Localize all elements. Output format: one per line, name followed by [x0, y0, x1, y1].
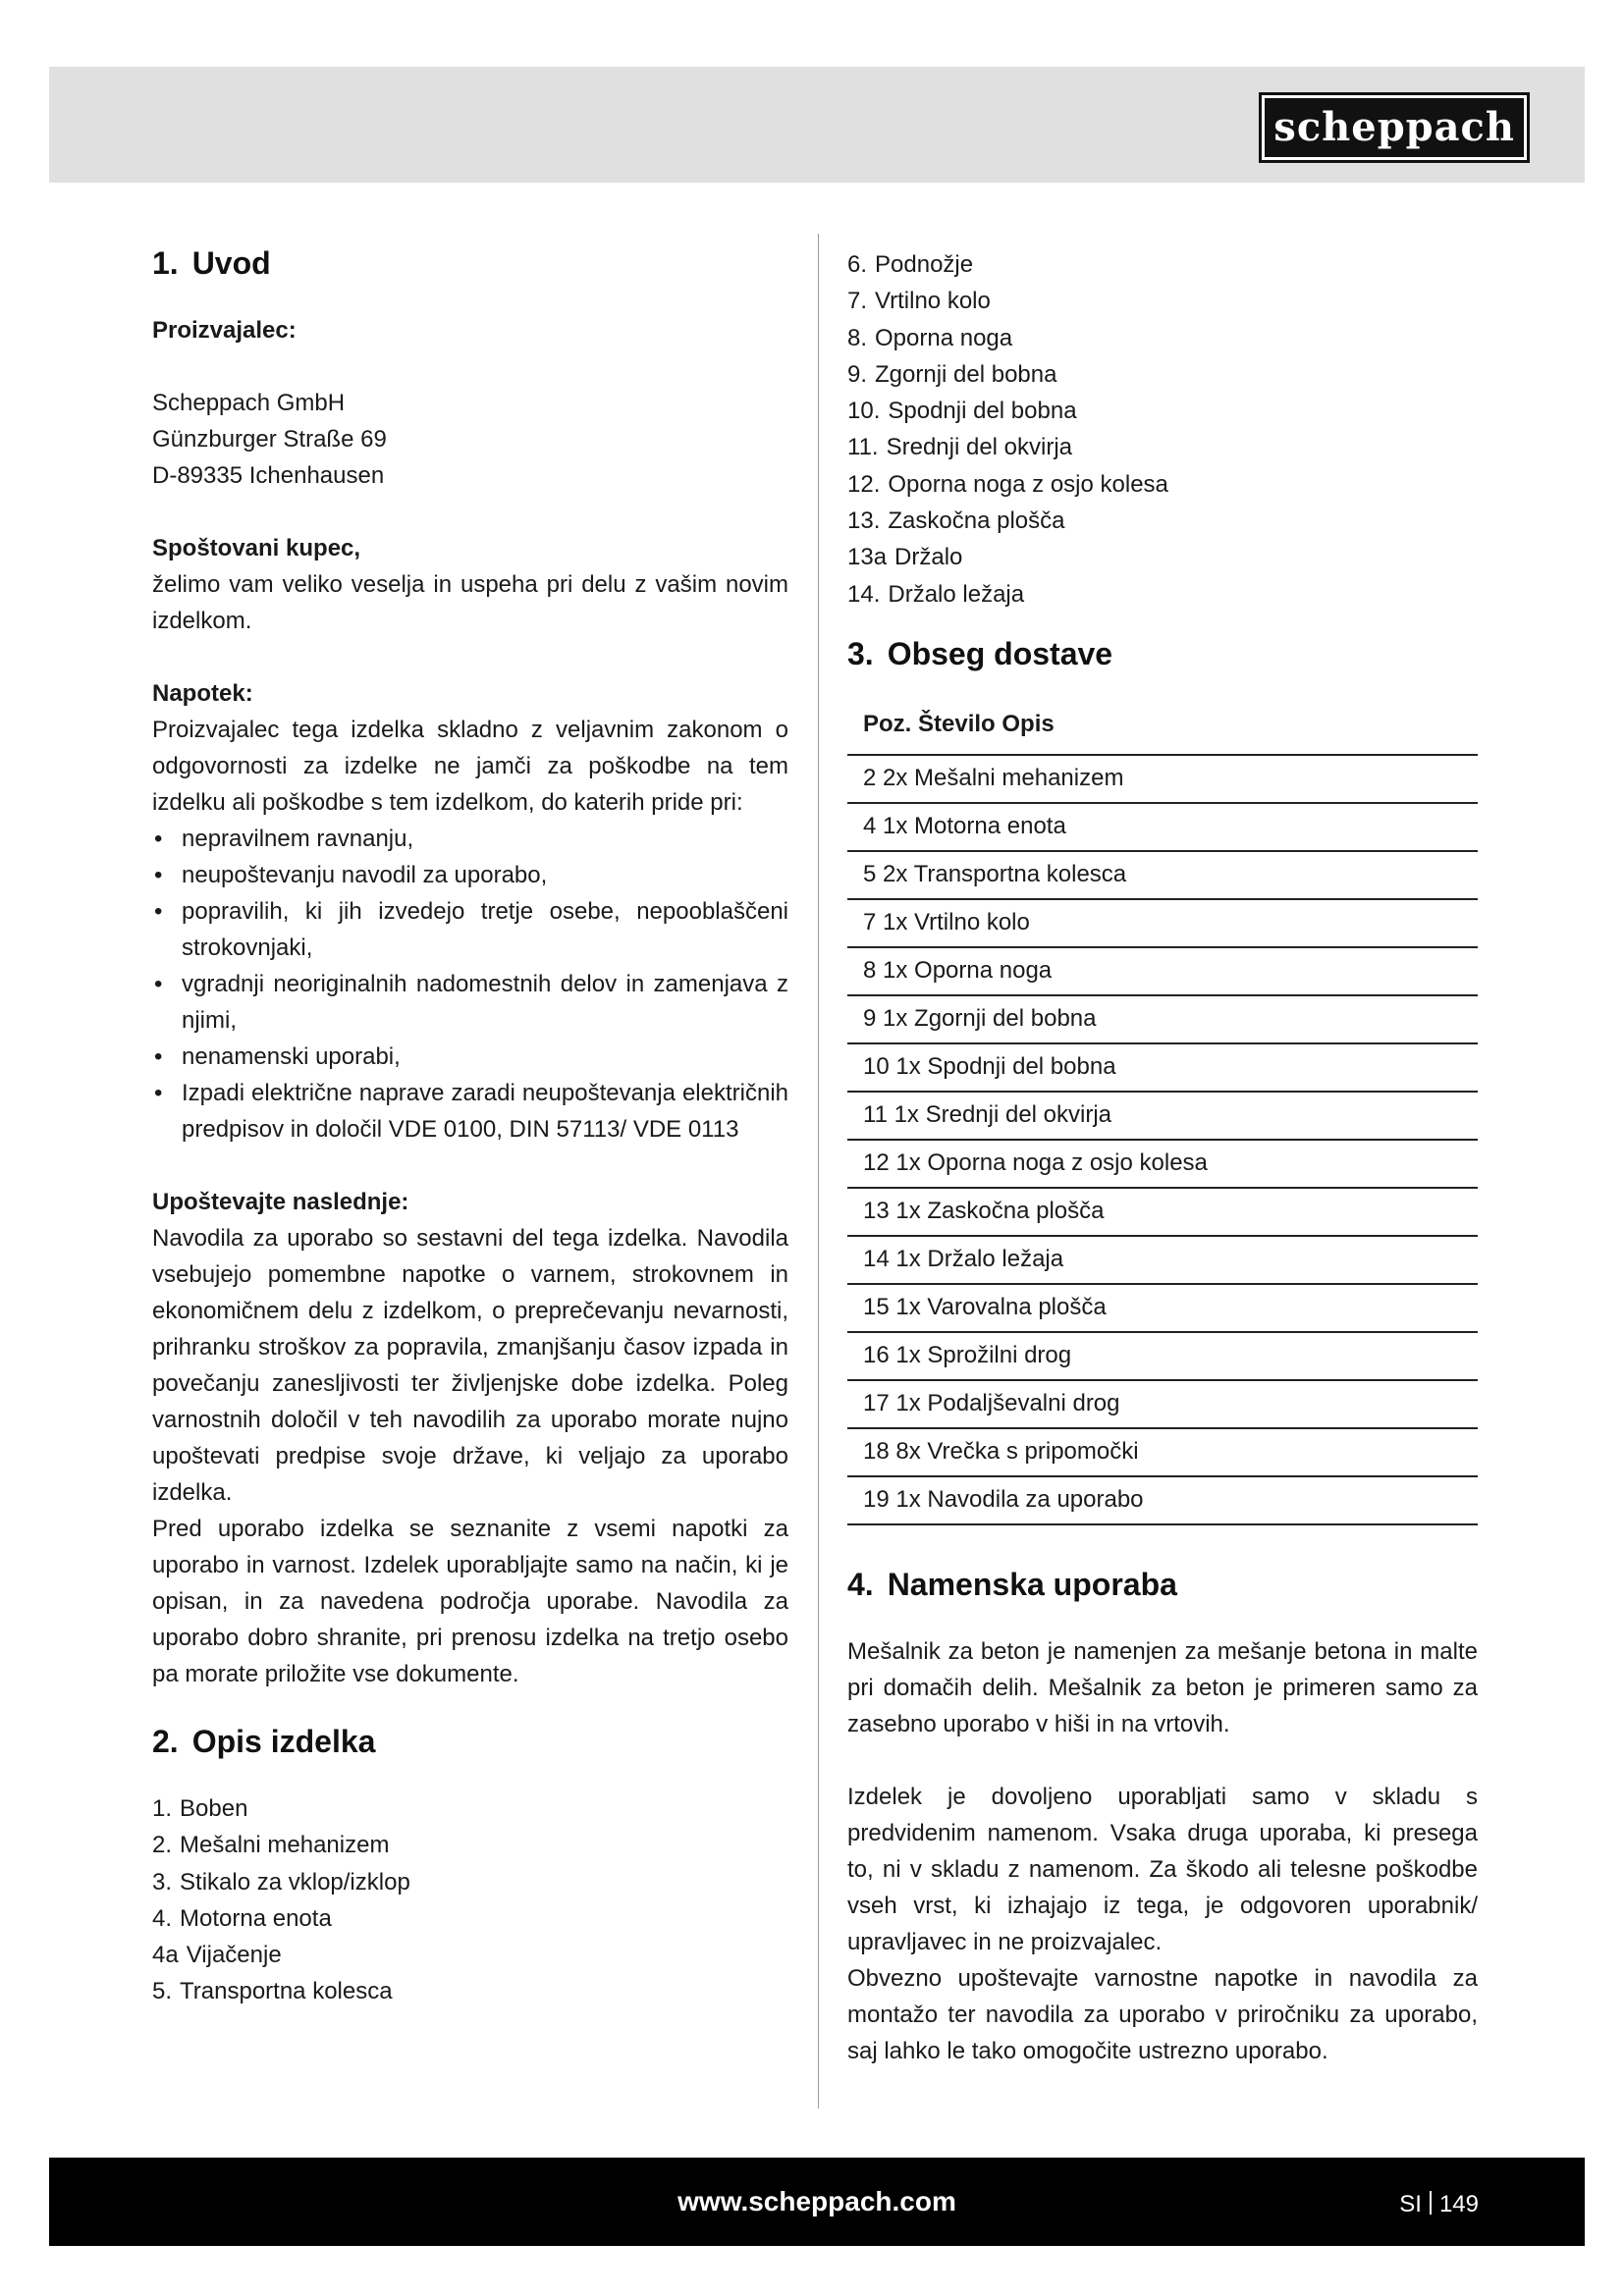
- table-cell: 14 1x Držalo ležaja: [847, 1236, 1478, 1284]
- section-2-heading: [152, 1722, 788, 1761]
- intended-use-paragraph-3: Obvezno upoštevajte varnostne napotke in navodila za montažo ter navodila za uporabo v priročniku za uporabo, saj lahko le tako omogočite ustrezno uporabo.: [847, 1964, 1478, 2064]
- list-item: • popravilih, ki jih izvedejo tretje osebe, nepooblaščeni strokovnjaki,: [152, 893, 788, 966]
- list-item: • neupoštevanju navodil za uporabo,: [152, 857, 788, 893]
- table-cell: 8 1x Oporna noga: [847, 947, 1478, 995]
- item-number: 2.: [152, 1832, 173, 1859]
- list-item: [847, 466, 1478, 503]
- item-number: 9.: [847, 360, 868, 388]
- right-column: [847, 234, 1478, 2069]
- header-band: [49, 67, 1585, 183]
- table-cell: 2 2x Mešalni mehanizem: [847, 755, 1478, 803]
- list-item: [152, 1937, 788, 1973]
- list-item: [847, 356, 1478, 393]
- section-number: 4.: [847, 1566, 874, 1602]
- item-text: Mešalni mehanizem: [180, 1832, 390, 1859]
- list-item: [152, 1827, 788, 1863]
- table-row: [847, 1092, 1478, 1140]
- item-text: Zaskočna plošča: [888, 507, 1065, 535]
- list-item: [152, 1973, 788, 2009]
- table-header-row: [847, 695, 1478, 755]
- manufacturer-label: Proizvajalec:: [152, 317, 297, 344]
- table-row: [847, 1188, 1478, 1236]
- table-row: [847, 1043, 1478, 1092]
- section-title: Namenska uporaba: [887, 1566, 1177, 1602]
- observe-paragraph-1: Navodila za uporabo so sestavni del tega izdelka. Navodila vsebujejo pomembne napotke o varnem, strokovnem in ekonomičnem delu z izdelkom, o preprečevanju nevarnosti, prihranku stroškov za popravila, zmanjšanju časov izpada in povečanju zanesljivosti ter življenjske dobe izdelka. Poleg varnostnih določil v teh navodilih za uporabo morate nujno upoštevati predpise svoje države, ki veljajo za uporabo izdelka.: [152, 1225, 788, 1506]
- item-text: Vijačenje: [186, 1942, 282, 1969]
- item-number: 5.: [152, 1978, 173, 2005]
- list-item: [152, 1790, 788, 1827]
- footer-band: [49, 2158, 1585, 2246]
- language-code: SI: [1399, 2191, 1422, 2217]
- list-item: [847, 576, 1478, 613]
- table-row: [847, 1284, 1478, 1332]
- item-number: 13a: [847, 544, 888, 571]
- table-row: [847, 1380, 1478, 1428]
- section-number: 3.: [847, 635, 874, 671]
- item-text: Boben: [180, 1795, 248, 1822]
- note-text: Proizvajalec tega izdelka skladno z veljavnim zakonom o odgovornosti za izdelke ne jamči za poškodbe na tem izdelku ali poškodbe s tem izdelkom, do katerih pride pri:: [152, 717, 788, 816]
- parts-list-b: [847, 246, 1478, 613]
- item-text: Transportna kolesca: [180, 1978, 393, 2005]
- list-item: [847, 503, 1478, 539]
- section-title: Opis izdelka: [191, 1724, 376, 1759]
- delivery-scope-table: [847, 695, 1478, 1525]
- section-number: 2.: [152, 1724, 179, 1759]
- table-cell: 10 1x Spodnji del bobna: [847, 1043, 1478, 1092]
- item-number: 7.: [847, 288, 868, 315]
- intended-use-paragraph-2: Izdelek je dovoljeno uporabljati samo v skladu s predvidenim namenom. Vsaka druga uporaba, ki presega to, ni v skladu z namenom. Za škodo ali telesne poškodbe vseh vrst, ki izhajajo iz tega, je odgovoren uporabnik/ upravljavec in ne proizvajalec.: [847, 1783, 1478, 1955]
- table-row: [847, 1428, 1478, 1476]
- section-number: 1.: [152, 245, 179, 281]
- item-number: 10.: [847, 398, 881, 425]
- table-row: [847, 947, 1478, 995]
- section-3-heading: [847, 634, 1478, 673]
- item-text: Oporna noga: [875, 324, 1013, 351]
- list-item: [152, 1900, 788, 1937]
- table-row: [847, 995, 1478, 1043]
- parts-list-a: [152, 1790, 788, 2010]
- page-number: 149: [1438, 2191, 1479, 2217]
- separator: [1430, 2191, 1432, 2215]
- dear-customer-label: Spoštovani kupec,: [152, 535, 361, 561]
- table-cell: 7 1x Vrtilno kolo: [847, 899, 1478, 947]
- greeting-text: želimo vam veliko veselja in uspeha pri delu z vašim novim izdelkom.: [152, 571, 788, 634]
- table-header: Poz. Število Opis: [847, 695, 1478, 755]
- address-line: Günzburger Straße 69: [152, 426, 387, 453]
- list-item: • vgradnji neoriginalnih nadomestnih delov in zamenjava z njimi,: [152, 966, 788, 1039]
- table-cell: 15 1x Varovalna plošča: [847, 1284, 1478, 1332]
- item-number: 12.: [847, 470, 881, 498]
- table-row: [847, 1236, 1478, 1284]
- item-text: Srednji del okvirja: [886, 434, 1073, 461]
- address-line: D-89335 Ichenhausen: [152, 462, 385, 489]
- list-item: [847, 539, 1478, 575]
- manufacturer-address: [152, 385, 788, 494]
- observe-label: Upoštevajte naslednje:: [152, 1189, 409, 1215]
- item-number: 3.: [152, 1868, 173, 1896]
- item-number: 11.: [847, 434, 879, 461]
- item-number: 13.: [847, 507, 881, 535]
- note-label: Napotek:: [152, 680, 253, 707]
- observe-paragraph-2: Pred uporabo izdelka se seznanite z vsemi napotki za uporabo in varnost. Izdelek uporabljajte samo na način, ki je opisan, in za navedena področja uporabe. Navodila za uporabo dobro shranite, pri prenosu izdelka na tretjo osebo pa morate priložite vse dokumente.: [152, 1516, 788, 1687]
- table-cell: 4 1x Motorna enota: [847, 803, 1478, 851]
- table-row: [847, 851, 1478, 899]
- list-item: • nepravilnem ravnanju,: [152, 821, 788, 857]
- list-item: [847, 393, 1478, 429]
- section-title: Obseg dostave: [887, 635, 1113, 671]
- table-cell: 19 1x Navodila za uporabo: [847, 1476, 1478, 1524]
- item-text: Držalo ležaja: [888, 580, 1025, 608]
- liability-list: [152, 821, 788, 1148]
- table-cell: 9 1x Zgornji del bobna: [847, 995, 1478, 1043]
- website-url: www.scheppach.com: [677, 2186, 956, 2216]
- table-row: [847, 899, 1478, 947]
- section-title: Uvod: [191, 245, 271, 281]
- list-item: [847, 283, 1478, 319]
- table-cell: 18 8x Vrečka s pripomočki: [847, 1428, 1478, 1476]
- list-item: • Izpadi električne naprave zaradi neupoštevanja električnih predpisov in določil VDE 0100, DIN 57113/ VDE 0113: [152, 1075, 788, 1148]
- left-column: [152, 234, 788, 2010]
- item-number: 4.: [152, 1904, 173, 1932]
- list-item: [847, 429, 1478, 465]
- item-text: Zgornji del bobna: [875, 360, 1057, 388]
- table-cell: 16 1x Sprožilni drog: [847, 1332, 1478, 1380]
- page-indicator: [1399, 2158, 1479, 2252]
- item-text: Motorna enota: [180, 1904, 332, 1932]
- list-item: [847, 320, 1478, 356]
- brand-logo: scheppach: [1259, 92, 1530, 163]
- item-text: Stikalo za vklop/izklop: [180, 1868, 410, 1896]
- table-row: [847, 755, 1478, 803]
- item-text: Podnožje: [875, 251, 974, 278]
- table-cell: 17 1x Podaljševalni drog: [847, 1380, 1478, 1428]
- address-line: Scheppach GmbH: [152, 390, 346, 416]
- item-number: 14.: [847, 580, 881, 608]
- section-1-heading: [152, 243, 788, 283]
- table-row: [847, 1332, 1478, 1380]
- item-text: Vrtilno kolo: [875, 288, 991, 315]
- item-number: 6.: [847, 251, 868, 278]
- intended-use-paragraph-1: Mešalnik za beton je namenjen za mešanje betona in malte pri domačih delih. Mešalnik za beton je primeren samo za zasebno uporabo v hiši in na vrtovih.: [847, 1637, 1478, 1737]
- table-row: [847, 803, 1478, 851]
- item-number: 1.: [152, 1795, 173, 1822]
- item-number: 8.: [847, 324, 868, 351]
- item-text: Držalo: [894, 544, 963, 571]
- section-4-heading: [847, 1565, 1478, 1604]
- list-item: [152, 1864, 788, 1900]
- table-row: [847, 1140, 1478, 1188]
- table-cell: 11 1x Srednji del okvirja: [847, 1092, 1478, 1140]
- table-cell: 5 2x Transportna kolesca: [847, 851, 1478, 899]
- table-cell: 12 1x Oporna noga z osjo kolesa: [847, 1140, 1478, 1188]
- item-text: Oporna noga z osjo kolesa: [888, 470, 1168, 498]
- item-text: Spodnji del bobna: [888, 398, 1077, 425]
- item-number: 4a: [152, 1942, 179, 1969]
- column-divider: [818, 234, 819, 2109]
- table-cell: 13 1x Zaskočna plošča: [847, 1188, 1478, 1236]
- list-item: [847, 246, 1478, 283]
- list-item: • nenamenski uporabi,: [152, 1039, 788, 1075]
- table-row: [847, 1476, 1478, 1524]
